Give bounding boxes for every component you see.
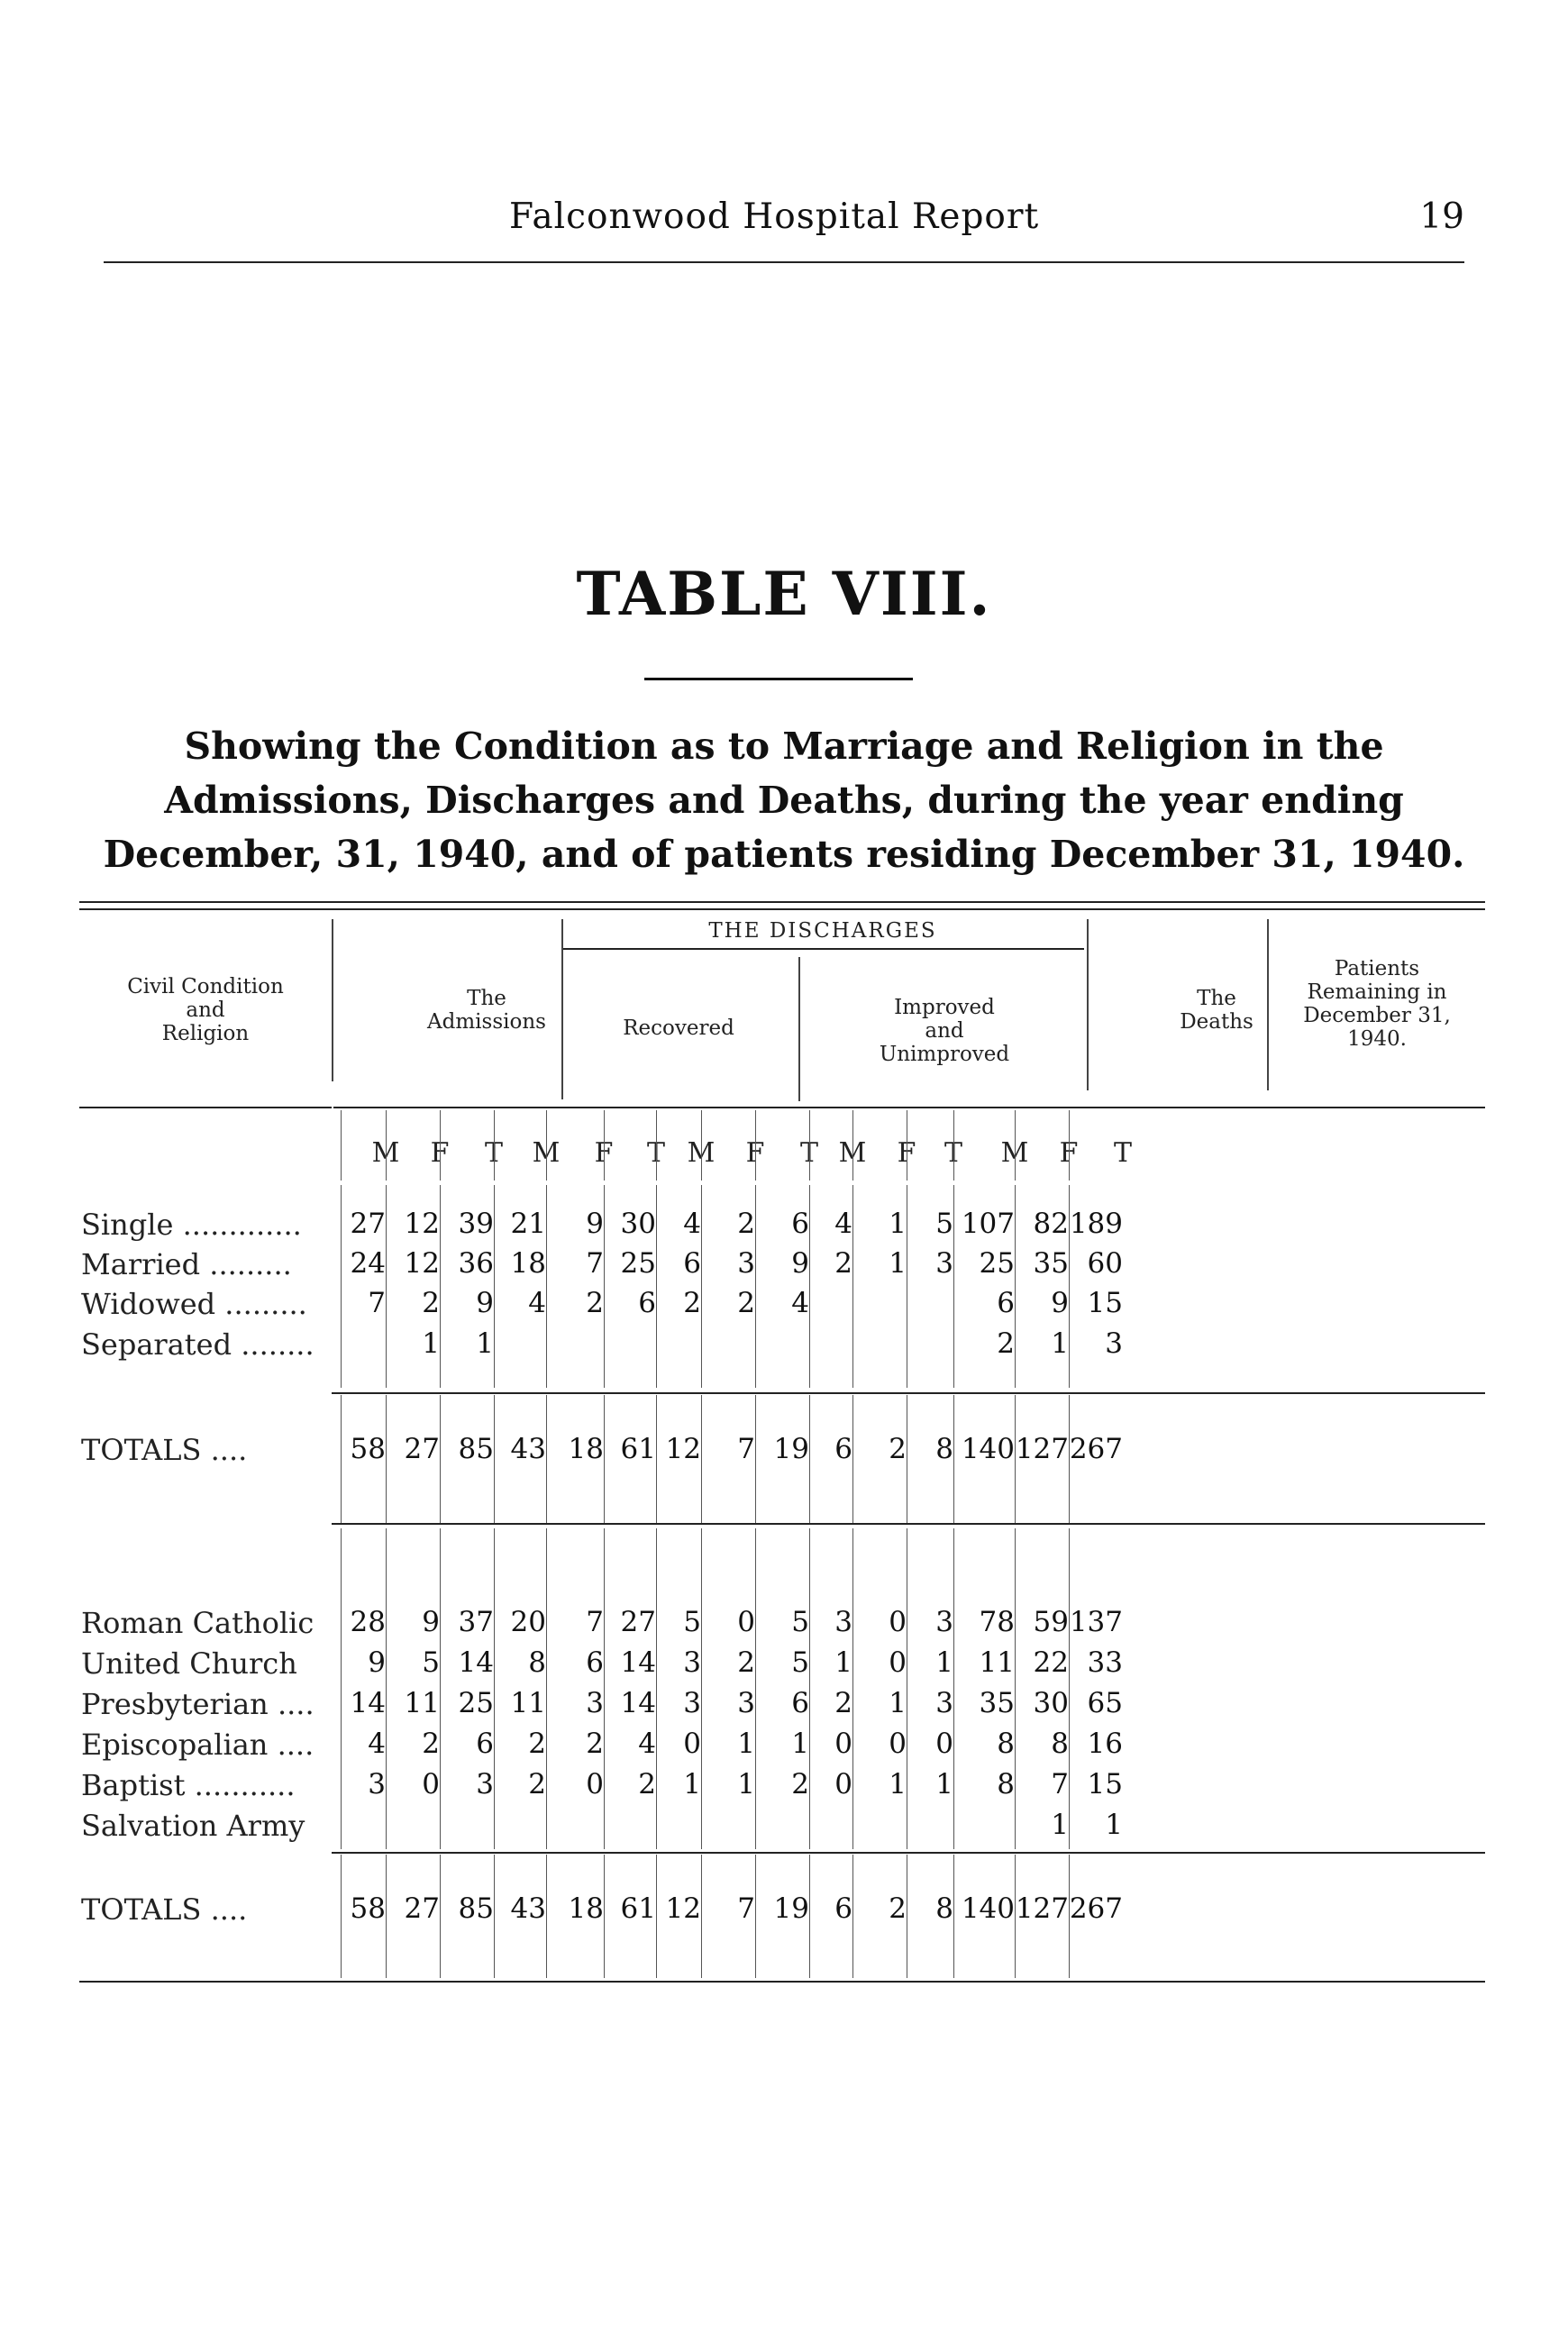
- table-cell: 1: [791, 1728, 809, 1760]
- table-cell: 12: [404, 1208, 440, 1240]
- table-cell: 18: [568, 1433, 604, 1465]
- hdr-vline-2: [561, 919, 563, 1099]
- col-sep: [953, 1528, 954, 1849]
- table-cell: 27: [620, 1606, 656, 1638]
- table-cell: 58: [350, 1433, 386, 1465]
- table-cell: 2: [791, 1768, 809, 1801]
- col-sep: [1015, 1110, 1016, 1181]
- table-cell: 5: [791, 1646, 809, 1679]
- table-cell: 8: [997, 1728, 1015, 1760]
- table-cell: 82: [1033, 1208, 1069, 1240]
- table-cell: 1: [737, 1768, 755, 1801]
- table-cell: 11: [979, 1646, 1015, 1679]
- row-label: TOTALS ....: [81, 1433, 248, 1467]
- table-cell: 3: [737, 1687, 755, 1719]
- table-cell: 58: [350, 1892, 386, 1925]
- table-cell: 18: [510, 1247, 546, 1280]
- row-label: Widowed .........: [81, 1287, 307, 1321]
- table-cell: 8: [528, 1646, 546, 1679]
- totals-rule-1: [332, 1392, 1485, 1394]
- table-cell: 127: [1015, 1433, 1069, 1465]
- row-label: Single .............: [81, 1208, 302, 1242]
- col-sep: [809, 1110, 810, 1181]
- table-cell: 2: [638, 1768, 656, 1801]
- row-label: Roman Catholic: [81, 1606, 315, 1640]
- row-label: TOTALS ....: [81, 1892, 248, 1927]
- table-cell: 61: [620, 1433, 656, 1465]
- totals-rule-2: [332, 1852, 1485, 1854]
- table-cell: 9: [368, 1646, 386, 1679]
- hdr-vline-5: [1267, 919, 1269, 1090]
- col-sep: [494, 1110, 495, 1181]
- table-cell: 0: [834, 1768, 852, 1801]
- table-cell: 4: [528, 1287, 546, 1319]
- table-cell: 3: [737, 1247, 755, 1280]
- table-cell: 28: [350, 1606, 386, 1638]
- table-cell: 2: [422, 1728, 440, 1760]
- table-cell: 8: [997, 1768, 1015, 1801]
- table-cell: 1: [683, 1768, 701, 1801]
- table-cell: 8: [935, 1433, 953, 1465]
- table-cell: 8: [1051, 1728, 1069, 1760]
- table-cell: 189: [1069, 1208, 1123, 1240]
- row-label: Married .........: [81, 1247, 292, 1281]
- table-cell: 0: [683, 1728, 701, 1760]
- subheader-t: T: [1113, 1137, 1132, 1169]
- table-cell: 6: [791, 1208, 809, 1240]
- header-deaths: The Deaths: [1180, 987, 1253, 1034]
- col-sep: [953, 1185, 954, 1388]
- col-sep: [546, 1185, 547, 1388]
- table-cell: 6: [638, 1287, 656, 1319]
- report-title: Falconwood Hospital Report: [509, 196, 1040, 237]
- col-sep: [852, 1110, 853, 1181]
- header-admissions: The Admissions: [427, 987, 546, 1034]
- col-sep: [341, 1110, 342, 1181]
- table-cell: 4: [638, 1728, 656, 1760]
- table-cell: 2: [889, 1892, 907, 1925]
- table-cell: 22: [1033, 1646, 1069, 1679]
- table-cell: 0: [586, 1768, 604, 1801]
- table-cell: 6: [586, 1646, 604, 1679]
- row-label: Presbyterian ....: [81, 1687, 315, 1721]
- table-cell: 0: [935, 1728, 953, 1760]
- table-cell: 2: [737, 1287, 755, 1319]
- table-cell: 25: [979, 1247, 1015, 1280]
- table-cell: 6: [997, 1287, 1015, 1319]
- table-cell: 7: [1051, 1768, 1069, 1801]
- table-cell: 1: [1051, 1809, 1069, 1841]
- hdr-vline-1: [332, 919, 333, 1081]
- table-cell: 4: [791, 1287, 809, 1319]
- subheader-m: M: [838, 1137, 867, 1169]
- table-cell: 3: [683, 1687, 701, 1719]
- subheader-m: M: [687, 1137, 716, 1169]
- table-cell: 30: [1033, 1687, 1069, 1719]
- table-cell: 1: [889, 1247, 907, 1280]
- table-cell: 140: [961, 1892, 1015, 1925]
- table-cell: 78: [979, 1606, 1015, 1638]
- table-cell: 1: [476, 1327, 494, 1360]
- col-sep: [953, 1855, 954, 1978]
- subheader-t: T: [944, 1137, 962, 1169]
- table-cell: 1: [935, 1646, 953, 1679]
- row-label: Separated ........: [81, 1327, 315, 1362]
- col-sep: [546, 1528, 547, 1849]
- table-cell: 267: [1069, 1433, 1123, 1465]
- col-sep: [546, 1855, 547, 1978]
- table-cell: 2: [683, 1287, 701, 1319]
- table-cell: 19: [773, 1892, 809, 1925]
- table-cell: 60: [1087, 1247, 1123, 1280]
- table-cell: 140: [961, 1433, 1015, 1465]
- discharges-rule: [561, 948, 1084, 950]
- table-cell: 9: [476, 1287, 494, 1319]
- table-cell: 7: [737, 1892, 755, 1925]
- table-cell: 1: [1051, 1327, 1069, 1360]
- col-sep: [604, 1110, 605, 1181]
- table-cell: 33: [1087, 1646, 1123, 1679]
- table-cell: 2: [737, 1208, 755, 1240]
- table-cell: 30: [620, 1208, 656, 1240]
- table-cell: 267: [1069, 1892, 1123, 1925]
- table-cell: 2: [737, 1646, 755, 1679]
- col-sep: [440, 1110, 441, 1181]
- table-caption: Showing the Condition as to Marriage and Religion in the Admissions, Discharges and Deaths, during the year ending December, 31, 1940, and of patients residing December 31, 1940.: [103, 725, 1465, 876]
- bottom-rule: [79, 1981, 1485, 1983]
- header-discharges: THE DISCHARGES: [708, 919, 937, 943]
- table-cell: 24: [350, 1247, 386, 1280]
- table-cell: 2: [528, 1728, 546, 1760]
- table-cell: 9: [791, 1247, 809, 1280]
- col-sep: [1069, 1110, 1070, 1181]
- table-cell: 20: [510, 1606, 546, 1638]
- table-cell: 1: [935, 1768, 953, 1801]
- subheader-t: T: [646, 1137, 665, 1169]
- table-cell: 16: [1087, 1728, 1123, 1760]
- hdr-vline-4: [1087, 919, 1089, 1090]
- table-cell: 0: [834, 1728, 852, 1760]
- table-cell: 2: [889, 1433, 907, 1465]
- header-improved: Improved and Unimproved: [879, 996, 1010, 1066]
- table-cell: 3: [935, 1606, 953, 1638]
- table-cell: 25: [458, 1687, 494, 1719]
- table-cell: 15: [1087, 1768, 1123, 1801]
- col-sep: [755, 1110, 756, 1181]
- table-cell: 5: [683, 1606, 701, 1638]
- table-cell: 2: [834, 1247, 852, 1280]
- table-cell: 3: [586, 1687, 604, 1719]
- subheader-m: M: [532, 1137, 561, 1169]
- table-cell: 15: [1087, 1287, 1123, 1319]
- table-cell: 2: [528, 1768, 546, 1801]
- table-cell: 27: [404, 1433, 440, 1465]
- table-cell: 36: [458, 1247, 494, 1280]
- col-sep: [656, 1110, 657, 1181]
- table-cell: 0: [422, 1768, 440, 1801]
- table-cell: 27: [350, 1208, 386, 1240]
- table-cell: 2: [422, 1287, 440, 1319]
- table-cell: 3: [834, 1606, 852, 1638]
- table-cell: 2: [834, 1687, 852, 1719]
- top-rule-2: [79, 908, 1485, 910]
- table-cell: 127: [1015, 1892, 1069, 1925]
- table-cell: 18: [568, 1892, 604, 1925]
- table-cell: 3: [935, 1247, 953, 1280]
- table-cell: 3: [476, 1768, 494, 1801]
- subheader-f: F: [1059, 1137, 1079, 1169]
- table-cell: 7: [368, 1287, 386, 1319]
- table-cell: 2: [997, 1327, 1015, 1360]
- table-cell: 1: [737, 1728, 755, 1760]
- table-cell: 25: [620, 1247, 656, 1280]
- table-cell: 1: [834, 1646, 852, 1679]
- table-cell: 7: [586, 1247, 604, 1280]
- table-cell: 4: [368, 1728, 386, 1760]
- table-cell: 14: [620, 1687, 656, 1719]
- subheader-f: F: [594, 1137, 614, 1169]
- table-cell: 61: [620, 1892, 656, 1925]
- row-label: Baptist ...........: [81, 1768, 296, 1802]
- header-remaining: Patients Remaining in December 31, 1940.: [1303, 957, 1451, 1051]
- row-label: Episcopalian ....: [81, 1728, 315, 1762]
- col-sep: [386, 1110, 387, 1181]
- table-cell: 1: [889, 1768, 907, 1801]
- table-cell: 5: [422, 1646, 440, 1679]
- table-cell: 43: [510, 1892, 546, 1925]
- table-title: TABLE VIII.: [576, 559, 992, 629]
- subheader-t: T: [484, 1137, 503, 1169]
- header-under-rule-left: [79, 1107, 332, 1108]
- table-cell: 6: [683, 1247, 701, 1280]
- table-cell: 37: [458, 1606, 494, 1638]
- row-label: Salvation Army: [81, 1809, 305, 1843]
- subheader-t: T: [799, 1137, 818, 1169]
- table-cell: 0: [889, 1728, 907, 1760]
- table-cell: 59: [1033, 1606, 1069, 1638]
- table-cell: 14: [620, 1646, 656, 1679]
- table-cell: 4: [834, 1208, 852, 1240]
- table-cell: 14: [350, 1687, 386, 1719]
- subheader-f: F: [745, 1137, 765, 1169]
- col-sep: [546, 1110, 547, 1181]
- table-cell: 12: [665, 1433, 701, 1465]
- table-cell: 85: [458, 1433, 494, 1465]
- table-cell: 3: [1105, 1327, 1123, 1360]
- table-cell: 0: [889, 1606, 907, 1638]
- row-label: United Church: [81, 1646, 297, 1681]
- header-rule: [104, 261, 1464, 263]
- table-cell: 9: [586, 1208, 604, 1240]
- table-cell: 6: [476, 1728, 494, 1760]
- table-cell: 0: [889, 1646, 907, 1679]
- subheader-f: F: [430, 1137, 450, 1169]
- col-sep: [701, 1110, 702, 1181]
- data-table: [79, 901, 1485, 2343]
- subheader-m: M: [371, 1137, 400, 1169]
- table-cell: 2: [586, 1287, 604, 1319]
- table-cell: 3: [368, 1768, 386, 1801]
- table-cell: 65: [1087, 1687, 1123, 1719]
- header-recovered: Recovered: [623, 1017, 734, 1040]
- running-head: [104, 196, 1464, 251]
- section-rule: [332, 1523, 1485, 1525]
- col-sep: [546, 1395, 547, 1523]
- table-cell: 9: [1051, 1287, 1069, 1319]
- table-cell: 2: [586, 1728, 604, 1760]
- table-cell: 1: [889, 1208, 907, 1240]
- table-cell: 6: [834, 1433, 852, 1465]
- table-cell: 6: [834, 1892, 852, 1925]
- table-cell: 43: [510, 1433, 546, 1465]
- col-sep: [953, 1395, 954, 1523]
- table-cell: 35: [1033, 1247, 1069, 1280]
- table-cell: 27: [404, 1892, 440, 1925]
- table-cell: 11: [404, 1687, 440, 1719]
- header-under-rule: [333, 1107, 1485, 1108]
- table-cell: 3: [935, 1687, 953, 1719]
- page-number: 19: [1419, 196, 1464, 237]
- subheader-f: F: [897, 1137, 916, 1169]
- header-civil-condition: Civil Condition and Religion: [127, 975, 284, 1045]
- table-cell: 12: [665, 1892, 701, 1925]
- col-sep: [953, 1110, 954, 1181]
- table-cell: 14: [458, 1646, 494, 1679]
- table-cell: 9: [422, 1606, 440, 1638]
- table-cell: 85: [458, 1892, 494, 1925]
- table-cell: 21: [510, 1208, 546, 1240]
- table-cell: 3: [683, 1646, 701, 1679]
- table-cell: 4: [683, 1208, 701, 1240]
- table-cell: 12: [404, 1247, 440, 1280]
- table-cell: 1: [422, 1327, 440, 1360]
- table-cell: 8: [935, 1892, 953, 1925]
- table-cell: 7: [737, 1433, 755, 1465]
- table-cell: 11: [510, 1687, 546, 1719]
- subheader-m: M: [1000, 1137, 1029, 1169]
- table-cell: 1: [889, 1687, 907, 1719]
- table-cell: 7: [586, 1606, 604, 1638]
- table-cell: 107: [961, 1208, 1015, 1240]
- top-rule: [79, 901, 1485, 903]
- title-rule: [644, 678, 913, 680]
- table-cell: 6: [791, 1687, 809, 1719]
- hdr-vline-3: [798, 957, 800, 1101]
- table-cell: 137: [1069, 1606, 1123, 1638]
- table-cell: 19: [773, 1433, 809, 1465]
- table-cell: 5: [935, 1208, 953, 1240]
- table-cell: 35: [979, 1687, 1015, 1719]
- table-cell: 0: [737, 1606, 755, 1638]
- table-cell: 1: [1105, 1809, 1123, 1841]
- table-cell: 5: [791, 1606, 809, 1638]
- table-cell: 39: [458, 1208, 494, 1240]
